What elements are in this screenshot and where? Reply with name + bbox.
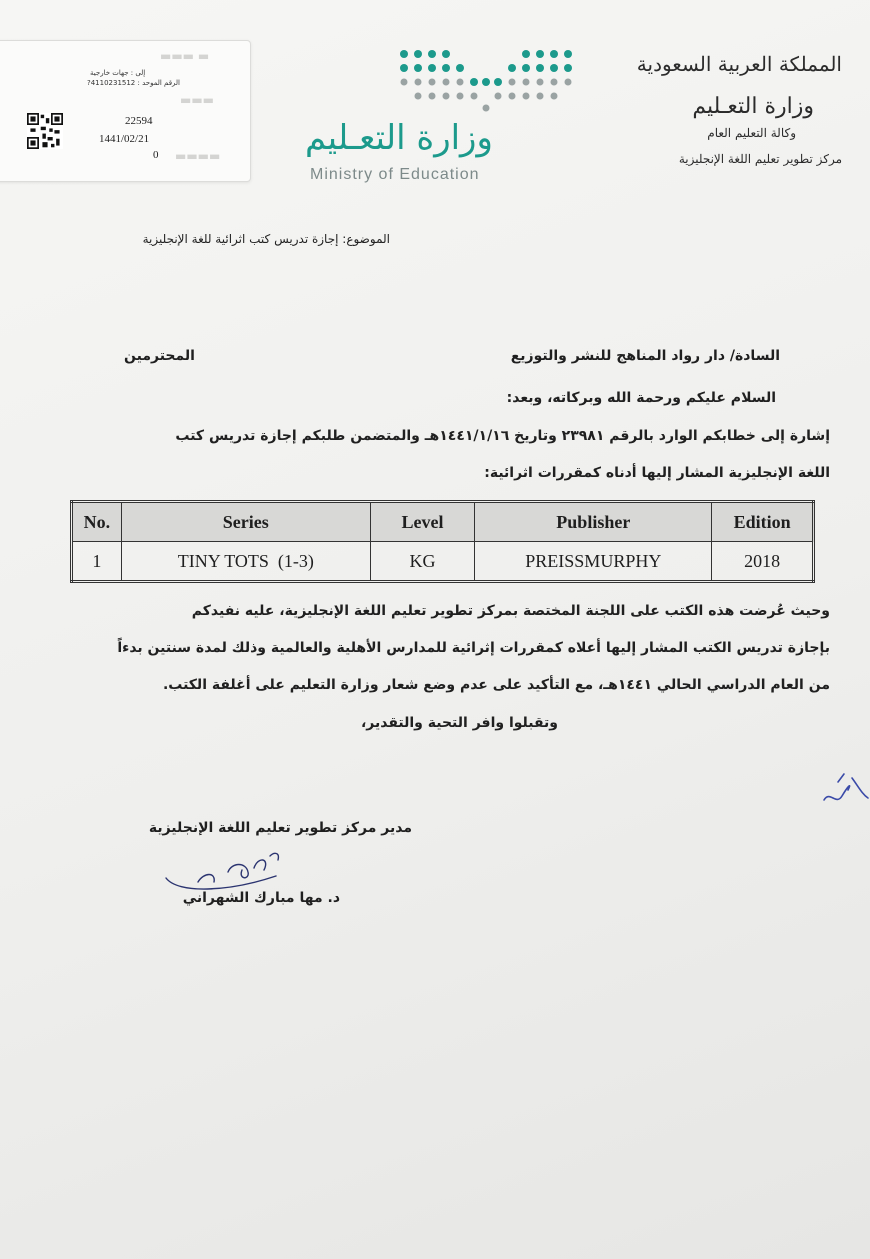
header-kingdom: المملكة العربية السعودية	[636, 52, 842, 76]
intro-line-2: اللغة الإنجليزية المشار إليها أدناه كمقررات اثرائية:	[484, 465, 830, 481]
header-no: No.	[72, 502, 122, 542]
addressee: السادة/ دار رواد المناهج للنشر والتوزيع	[510, 348, 780, 364]
logo-arabic-wordmark: وزارة التعـليم	[305, 118, 493, 158]
header-level: Level	[370, 502, 474, 542]
stamp-ref: الرقم الموحد : 4110231512?	[87, 79, 180, 87]
header-series: Series	[121, 502, 370, 542]
stamp-recipient: إلى : جهات خارجية	[90, 69, 146, 77]
body-line-2: بإجازة تدريس الكتب المشار إليها أعلاه كمقررات إثرائية للمدارس الأهلية والعالمية وذلك لمدة سنتين بدءاً	[117, 640, 830, 656]
body-line-3: من العام الدراسي الحالي ١٤٤١هـ، مع التأكيد على عدم وضع شعار وزارة التعليم على أغلفة الكتب.	[162, 677, 830, 693]
signatory-title: مدير مركز تطوير تعليم اللغة الإنجليزية	[148, 820, 412, 836]
honorific: المحترمين	[124, 348, 195, 364]
books-table	[70, 500, 815, 583]
signatory-name: د. مها مبارك الشهراني	[182, 890, 340, 906]
cell-series: TINY TOTS (1-3)	[121, 542, 370, 582]
cell-no: 1	[72, 542, 122, 582]
stamp-attachments: 0	[153, 149, 159, 161]
reference-stamp: ▬▬▬ ▬ ▬▬▬ ▬▬▬▬ إلى : جهات خارجية الرقم الموحد : 4110231512? 22594 1441/02/21 0	[0, 40, 251, 182]
cell-publisher: PREISSMURPHY	[475, 542, 712, 582]
header-publisher: Publisher	[475, 502, 712, 542]
qr-code-icon	[27, 113, 63, 149]
cell-edition: 2018	[712, 542, 814, 582]
intro-line-1: إشارة إلى خطابكم الوارد بالرقم ٢٣٩٨١ وتاريخ ١٤٤١/١/١٦هـ والمتضمن طلبكم إجازة تدريس كتب	[175, 428, 830, 444]
body-line-1: وحيث عُرضت هذه الكتب على اللجنة المختصة بمركز تطوير تعليم اللغة الإنجليزية، عليه نفيدكم	[191, 603, 830, 619]
handwritten-note	[818, 760, 870, 816]
greeting: السلام عليكم ورحمة الله وبركاته، وبعد:	[506, 390, 776, 406]
header-center: مركز تطوير تعليم اللغة الإنجليزية	[678, 152, 842, 166]
header-agency: وكالة التعليم العام	[707, 126, 796, 140]
header-edition: Edition	[712, 502, 814, 542]
closing: وتقبلوا وافر التحية والتقدير،	[360, 715, 558, 731]
logo-english-wordmark: Ministry of Education	[310, 166, 480, 183]
ministry-logo-icon	[396, 46, 576, 116]
subject-line: الموضوع: إجازة تدريس كتب اثرائية للغة الإنجليزية	[142, 232, 390, 246]
table-header-row	[72, 502, 814, 542]
cell-level: KG	[370, 542, 474, 582]
header-ministry: وزارة التعـليم	[692, 94, 814, 119]
table-row	[72, 542, 814, 582]
stamp-number: 22594	[125, 115, 153, 127]
stamp-date: 1441/02/21	[99, 133, 150, 145]
